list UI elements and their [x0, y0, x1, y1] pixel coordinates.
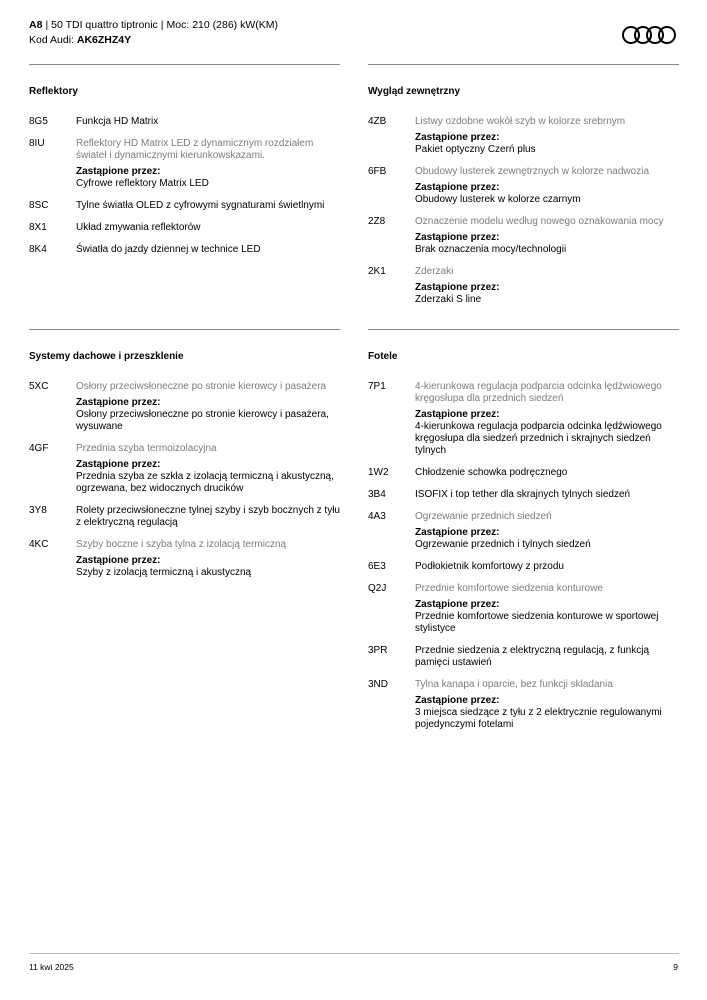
replaced-by-value: 4-kierunkowa regulacja podparcia odcinka lędźwiowego kręgosłupa dla siedzeń przednich i skrajnych siedzeń tylnych: [415, 421, 662, 456]
option-item: [368, 561, 679, 573]
replaced-by-value: Zderzaki S line: [415, 294, 482, 305]
replaced-by-label: Zastąpione przez:: [415, 409, 500, 420]
option-code: 4KC: [29, 539, 49, 550]
option-code: 8IU: [29, 138, 45, 149]
audi-code-value: AK6ZHZ4Y: [76, 34, 132, 46]
option-code: 2K1: [368, 266, 386, 277]
option-code: 7P1: [368, 381, 386, 392]
option-code: 4ZB: [368, 116, 387, 127]
replaced-by-value: Przednie komfortowe siedzenia konturowe w sportowej stylistyce: [415, 611, 659, 634]
option-body: [76, 244, 340, 256]
option-body: [76, 116, 340, 128]
option-code: 8SC: [29, 200, 49, 211]
option-name: Osłony przeciwsłoneczne po stronie kierowcy i pasażera: [76, 381, 327, 392]
replaced-by-value: 3 miejsca siedzące z tyłu z 2 elektrycznie regulowanymi pojedynczymi fotelami: [415, 707, 662, 730]
power-value: Moc: 210 (286) kW(KM): [166, 19, 278, 31]
item-list: [29, 116, 340, 256]
option-item: [29, 116, 340, 128]
option-body: [415, 266, 679, 306]
option-name: Zderzaki: [415, 266, 454, 277]
option-code: 3PR: [368, 645, 388, 656]
section-systemy-dachowe: [29, 329, 340, 589]
page-number: 9: [673, 962, 678, 972]
replaced-by-label: Zastąpione przez:: [415, 599, 500, 610]
separator: |: [160, 19, 164, 31]
section-divider: [368, 64, 679, 65]
replaced-by-label: Zastąpione przez:: [76, 397, 161, 408]
option-body: [415, 467, 679, 479]
option-code: 3B4: [368, 489, 386, 500]
option-code: 2Z8: [368, 216, 386, 227]
option-item: [29, 539, 340, 579]
option-item: [368, 489, 679, 501]
option-body: [76, 443, 340, 495]
option-name: Układ zmywania reflektorów: [76, 222, 201, 233]
option-body: [415, 216, 679, 256]
replaced-by-value: Przednia szyba ze szkła z izolacją termiczną i akustyczną, ogrzewana, bez widocznych drucików: [76, 471, 334, 494]
footer-date: 11 kwi 2025: [29, 962, 74, 972]
option-code: 3ND: [368, 679, 389, 690]
option-body: [415, 583, 679, 635]
option-item: [368, 216, 679, 256]
option-body: [415, 116, 679, 156]
option-name: Chłodzenie schowka podręcznego: [415, 467, 568, 478]
option-code: 8K4: [29, 244, 47, 255]
option-code: 6E3: [368, 561, 386, 572]
footer-divider: [29, 953, 679, 954]
engine-name: 50 TDI quattro tiptronic: [51, 19, 158, 31]
option-item: [368, 679, 679, 731]
section-title: Wygląd zewnętrzny: [368, 86, 461, 97]
option-item: [29, 200, 340, 212]
option-code: 8G5: [29, 116, 48, 127]
option-item: [368, 381, 679, 457]
replaced-by-value: Szyby z izolacją termiczną i akustyczną: [76, 567, 252, 578]
option-code: 6FB: [368, 166, 387, 177]
item-list: [368, 381, 679, 731]
option-item: [29, 381, 340, 433]
option-item: [368, 266, 679, 306]
option-name: ISOFIX i top tether dla skrajnych tylnych siedzeń: [415, 489, 631, 500]
option-item: [368, 166, 679, 206]
option-item: [29, 138, 340, 190]
option-item: [368, 583, 679, 635]
option-item: [29, 222, 340, 234]
audi-rings-logo: [621, 24, 677, 46]
option-code: Q2J: [368, 583, 387, 594]
replaced-by-label: Zastąpione przez:: [415, 182, 500, 193]
option-code: 5XC: [29, 381, 49, 392]
option-item: [29, 443, 340, 495]
option-item: [368, 645, 679, 669]
option-body: [76, 200, 340, 212]
item-list: [368, 116, 679, 306]
option-code: 3Y8: [29, 505, 47, 516]
replaced-by-value: Obudowy lusterek w kolorze czarnym: [415, 194, 581, 205]
section-title: Reflektory: [29, 86, 78, 97]
model-name: A8: [29, 19, 43, 31]
option-body: [415, 679, 679, 731]
audi-code-line: [29, 33, 679, 47]
vehicle-line: [29, 18, 679, 32]
option-body: [415, 166, 679, 206]
section-divider: [29, 329, 340, 330]
option-name: Tylna kanapa i oparcie, bez funkcji składania: [415, 679, 613, 690]
section-divider: [29, 64, 340, 65]
section-divider: [368, 329, 679, 330]
replaced-by-label: Zastąpione przez:: [76, 555, 161, 566]
option-body: [76, 539, 340, 579]
option-name: Światła do jazdy dziennej w technice LED: [76, 244, 261, 255]
option-body: [76, 138, 340, 190]
section-wyglad-zewnetrzny: [368, 64, 679, 316]
document-header: [29, 18, 679, 54]
option-name: 4-kierunkowa regulacja podparcia odcinka lędźwiowego kręgosłupa dla przednich siedzeń: [415, 381, 662, 404]
section-fotele: [368, 329, 679, 741]
option-code: 4A3: [368, 511, 386, 522]
option-name: Oznaczenie modelu według nowego oznakowania mocy: [415, 216, 664, 227]
option-item: [29, 244, 340, 256]
option-body: [76, 505, 340, 529]
option-code: 1W2: [368, 467, 389, 478]
section-reflektory: [29, 64, 340, 266]
option-body: [415, 381, 679, 457]
item-list: [29, 381, 340, 579]
option-body: [76, 222, 340, 234]
option-name: Tylne światła OLED z cyfrowymi sygnaturami świetlnymi: [76, 200, 325, 211]
option-name: Podłokietnik komfortowy z przodu: [415, 561, 564, 572]
section-title: Systemy dachowe i przeszklenie: [29, 351, 184, 362]
option-name: Listwy ozdobne wokół szyb w kolorze srebrnym: [415, 116, 626, 127]
option-name: Funkcja HD Matrix: [76, 116, 159, 127]
replaced-by-label: Zastąpione przez:: [415, 232, 500, 243]
option-name: Ogrzewanie przednich siedzeń: [415, 511, 552, 522]
option-name: Przednie komfortowe siedzenia konturowe: [415, 583, 603, 594]
replaced-by-value: Brak oznaczenia mocy/technologii: [415, 244, 567, 255]
option-item: [368, 116, 679, 156]
option-item: [368, 467, 679, 479]
audi-code-label: Kod Audi:: [29, 34, 74, 46]
option-body: [76, 381, 340, 433]
option-name: Przednia szyba termoizolacyjna: [76, 443, 217, 454]
separator: |: [45, 19, 49, 31]
option-item: [368, 511, 679, 551]
option-name: Obudowy lusterek zewnętrznych w kolorze nadwozia: [415, 166, 649, 177]
replaced-by-label: Zastąpione przez:: [415, 527, 500, 538]
replaced-by-label: Zastąpione przez:: [76, 459, 161, 470]
section-title: Fotele: [368, 351, 398, 362]
option-body: [415, 645, 679, 669]
replaced-by-value: Osłony przeciwsłoneczne po stronie kierowcy i pasażera, wysuwane: [76, 409, 329, 432]
option-name: Rolety przeciwsłoneczne tylnej szyby i szyb bocznych z tyłu z elektryczną regulacją: [76, 505, 340, 528]
option-item: [29, 505, 340, 529]
replaced-by-label: Zastąpione przez:: [415, 695, 500, 706]
option-code: 8X1: [29, 222, 47, 233]
option-name: Reflektory HD Matrix LED z dynamicznym rozdziałem świateł i dynamicznymi kierunkowskazami.: [76, 138, 314, 161]
option-name: Szyby boczne i szyba tylna z izolacją termiczną: [76, 539, 287, 550]
option-body: [415, 489, 679, 501]
replaced-by-value: Pakiet optyczny Czerń plus: [415, 144, 536, 155]
replaced-by-label: Zastąpione przez:: [76, 166, 161, 177]
replaced-by-label: Zastąpione przez:: [415, 282, 500, 293]
replaced-by-label: Zastąpione przez:: [415, 132, 500, 143]
replaced-by-value: Ogrzewanie przednich i tylnych siedzeń: [415, 539, 591, 550]
option-code: 4GF: [29, 443, 49, 454]
option-name: Przednie siedzenia z elektryczną regulacją, z funkcją pamięci ustawień: [415, 645, 650, 668]
option-body: [415, 511, 679, 551]
replaced-by-value: Cyfrowe reflektory Matrix LED: [76, 178, 209, 189]
option-body: [415, 561, 679, 573]
